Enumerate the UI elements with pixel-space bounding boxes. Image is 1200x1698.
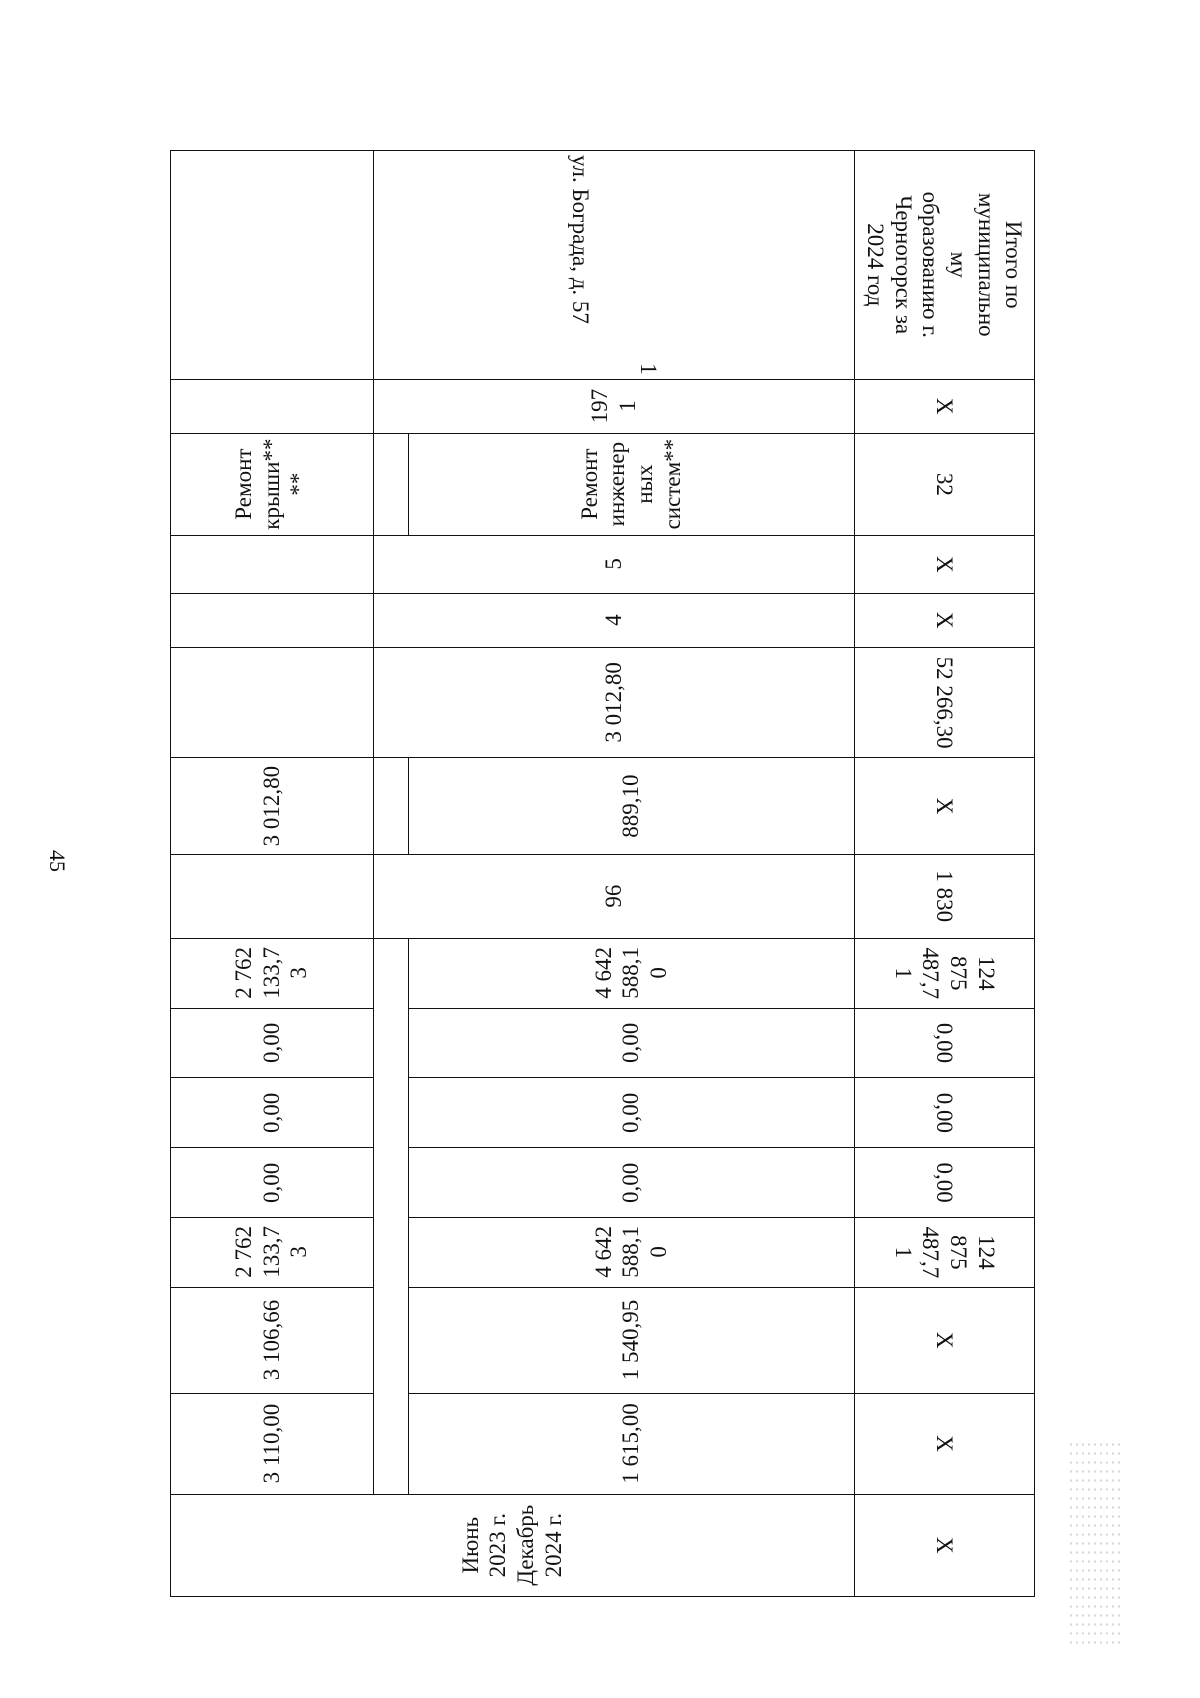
work-1-cost-a: 2 762 133,73 <box>171 938 374 1008</box>
build-year: 1971 <box>374 379 855 433</box>
totals-area: X <box>855 758 1035 854</box>
totals-unit-cost: X <box>855 1287 1035 1393</box>
address-filler <box>171 151 374 380</box>
work-1-fund-c: 0,00 <box>171 1078 374 1148</box>
entrances: 4 <box>374 593 855 647</box>
floors-filler <box>171 535 374 593</box>
unit-cost-total: 1 540,95 <box>409 1287 855 1393</box>
page-number: 45 <box>45 850 70 872</box>
totals-floors: X <box>855 535 1035 593</box>
faint-stamp <box>1068 1440 1123 1645</box>
work-1-limit: 3 110,00 <box>171 1393 374 1494</box>
totals-year: X <box>855 379 1035 433</box>
area-filler <box>171 647 374 758</box>
work-1-unit-cost: 3 106,66 <box>171 1287 374 1393</box>
address-cell <box>374 151 855 380</box>
totals-period: X <box>855 1494 1035 1596</box>
totals-label: Итого по муниципальному образованию г. Черногорск за 2024 год <box>855 151 1035 380</box>
floors: 5 <box>374 535 855 593</box>
totals-fund-c: 0,00 <box>855 1078 1035 1148</box>
totals-works: 32 <box>855 433 1035 535</box>
cost-total: 4 642 588,10 <box>409 938 855 1008</box>
period-end: Декабрь 2024 г. <box>513 1504 567 1586</box>
totals-limit: X <box>855 1393 1035 1494</box>
work-1-fund-b: 0,00 <box>171 1008 374 1078</box>
fund-b: 0,00 <box>409 1008 855 1078</box>
totals-row <box>855 151 1035 1597</box>
totals-residents: 1 830 <box>855 854 1035 938</box>
fund-d: 0,00 <box>409 1148 855 1218</box>
totals-entrances: X <box>855 593 1035 647</box>
period <box>171 1494 855 1596</box>
period-start: Июнь 2023 г. <box>458 1513 511 1578</box>
work-name-1: Ремонт инженерных систем** <box>409 433 855 535</box>
cost-total-2: 4 642 588,10 <box>409 1217 855 1287</box>
repair-schedule-table <box>170 150 1035 1597</box>
totals-total-area: 52 266,30 <box>855 647 1035 758</box>
entrances-filler <box>171 593 374 647</box>
residents-filler <box>171 854 374 938</box>
row-index: 1 <box>635 363 661 375</box>
totals-fund-b: 0,00 <box>855 1008 1035 1078</box>
table-row <box>171 151 374 1597</box>
table-row <box>409 151 855 1597</box>
work-1-fund-d: 0,00 <box>171 1148 374 1218</box>
totals-fund-d: 0,00 <box>855 1148 1035 1218</box>
year-filler <box>171 379 374 433</box>
area-a: 889,10 <box>409 758 855 854</box>
work-1-cost-d: 2 762 133,73 <box>171 1217 374 1287</box>
totals-cost-b: 124 875 487,71 <box>855 1217 1035 1287</box>
fund-c: 0,00 <box>409 1078 855 1148</box>
work-name-roof: Ремонт крыши**** <box>171 433 374 535</box>
total-area: 3 012,80 <box>374 647 855 758</box>
limit-total: 1 615,00 <box>409 1393 855 1494</box>
totals-cost-a: 124 875 487,71 <box>855 938 1035 1008</box>
residents: 96 <box>374 854 855 938</box>
address: ул. Бограда, д. 57 <box>568 155 593 324</box>
area-b: 3 012,80 <box>171 758 374 854</box>
